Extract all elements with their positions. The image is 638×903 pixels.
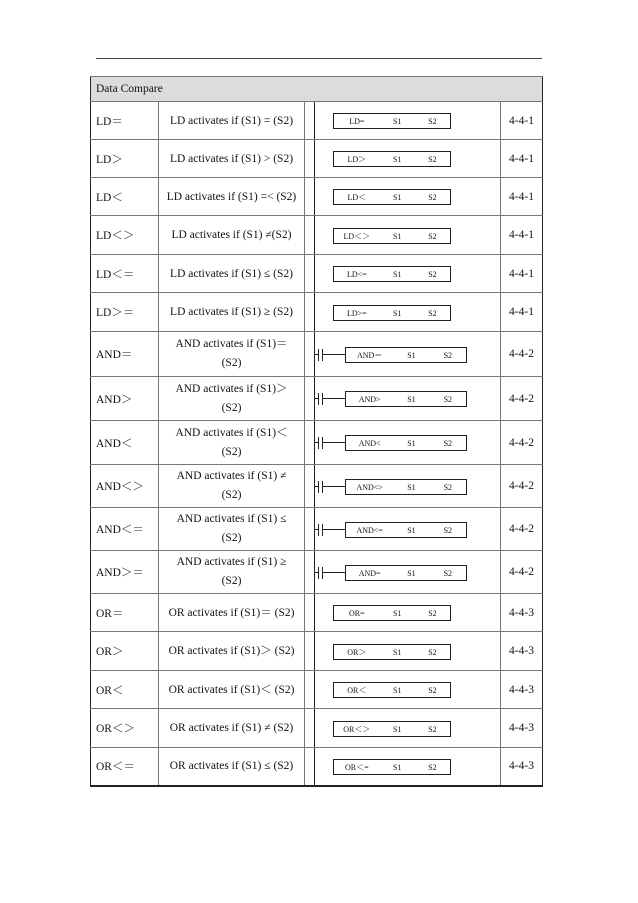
box-operand-s2: S2 [428, 762, 437, 772]
box-operand-s1: S1 [393, 608, 402, 618]
power-rail [314, 632, 315, 670]
description-cell: OR activates if (S1) ≤ (S2) [159, 748, 305, 786]
box-operand-s1: S1 [407, 394, 416, 404]
ladder-diagram-cell [305, 140, 501, 178]
box-operator-label: OR＜= [345, 762, 369, 772]
box-operand-s1: S1 [407, 568, 416, 578]
box-operator-label: AND> [358, 394, 381, 404]
power-rail [314, 216, 315, 254]
contact-icon [314, 393, 330, 405]
box-operand-s1: S1 [393, 647, 402, 657]
table-row [91, 332, 543, 377]
description-cell: OR activates if (S1) ≠ (S2) [159, 709, 305, 748]
instruction-cell: OR＜＞ [91, 709, 159, 748]
box-operator-label: AND<= [356, 525, 383, 535]
box-operand-s2: S2 [428, 647, 437, 657]
box-operand-s1: S1 [393, 308, 402, 318]
reference-cell: 4-4-2 [501, 551, 543, 594]
contact-icon [314, 349, 330, 361]
instruction-cell: LD＞ [91, 140, 159, 178]
description-cell: AND activates if (S1)＝ (S2) [159, 332, 305, 377]
power-rail [314, 102, 315, 139]
box-operand-s1: S1 [393, 192, 402, 202]
box-operator-label: AND< [358, 438, 381, 448]
box-operand-s1: S1 [393, 154, 402, 164]
contact-icon [314, 524, 330, 536]
box-operand-s1: S1 [393, 762, 402, 772]
power-rail [314, 594, 315, 631]
contact-icon [314, 437, 330, 449]
compare-instruction-box [333, 305, 451, 321]
instruction-cell: AND＜ [91, 421, 159, 465]
box-operand-s2: S2 [443, 350, 453, 360]
instruction-cell: AND＞ [91, 377, 159, 421]
compare-instruction-box [333, 113, 451, 129]
ladder-diagram-cell [305, 551, 501, 594]
instruction-cell: LD＜＞ [91, 216, 159, 255]
ladder-diagram-cell [305, 748, 501, 786]
compare-instruction-box [333, 189, 451, 205]
box-operand-s1: S1 [393, 724, 402, 734]
instruction-cell: OR＞ [91, 632, 159, 671]
reference-cell: 4-4-1 [501, 178, 543, 216]
table-row [91, 709, 543, 748]
instruction-cell: OR＜ [91, 671, 159, 709]
table-header-row [91, 77, 543, 102]
reference-cell: 4-4-3 [501, 594, 543, 632]
box-operand-s2: S2 [428, 192, 437, 202]
ladder-diagram-cell [305, 465, 501, 508]
box-operand-s1: S1 [407, 438, 416, 448]
instruction-cell: AND＝ [91, 332, 159, 377]
compare-instruction-box [345, 565, 467, 581]
table-row [91, 508, 543, 551]
compare-instruction-box [333, 644, 451, 660]
description-cell: OR activates if (S1)＝ (S2) [159, 594, 305, 632]
description-cell: OR activates if (S1)＞ (S2) [159, 632, 305, 671]
box-operand-s2: S2 [443, 568, 453, 578]
compare-instruction-box [345, 479, 467, 495]
box-operator-label: LD＞ [347, 154, 367, 164]
box-operand-s2: S2 [443, 525, 453, 535]
box-operand-s1: S1 [407, 525, 416, 535]
table-row [91, 102, 543, 140]
description-cell: LD activates if (S1) =< (S2) [159, 178, 305, 216]
box-operand-s1: S1 [393, 685, 402, 695]
table-row [91, 421, 543, 465]
data-compare-table [90, 76, 543, 787]
ladder-diagram-cell [305, 178, 501, 216]
reference-cell: 4-4-2 [501, 421, 543, 465]
box-operand-s2: S2 [443, 438, 453, 448]
box-operand-s1: S1 [393, 269, 402, 279]
description-cell: AND activates if (S1) ≠ (S2) [159, 465, 305, 508]
box-operator-label: LD>= [347, 308, 367, 318]
compare-instruction-box [333, 721, 451, 737]
box-operator-label: OR＜ [347, 685, 367, 695]
reference-cell: 4-4-2 [501, 465, 543, 508]
compare-instruction-box [333, 151, 451, 167]
compare-instruction-box [345, 435, 467, 451]
table-row [91, 632, 543, 671]
instruction-cell: AND＞＝ [91, 551, 159, 594]
box-operand-s2: S2 [428, 231, 437, 241]
power-rail [314, 748, 315, 785]
box-operand-s2: S2 [428, 116, 437, 126]
contact-icon [314, 481, 330, 493]
power-rail [314, 140, 315, 177]
description-cell: AND activates if (S1) ≤ (S2) [159, 508, 305, 551]
instruction-cell: LD＝ [91, 102, 159, 140]
table-row [91, 216, 543, 255]
reference-cell: 4-4-3 [501, 632, 543, 671]
table-row [91, 748, 543, 786]
box-operand-s2: S2 [428, 685, 437, 695]
compare-instruction-box [345, 522, 467, 538]
box-operand-s2: S2 [428, 269, 437, 279]
ladder-diagram-cell [305, 293, 501, 332]
description-cell: LD activates if (S1) ≤ (S2) [159, 255, 305, 293]
ladder-diagram-cell [305, 216, 501, 255]
box-operand-s2: S2 [428, 308, 437, 318]
table-row [91, 594, 543, 632]
box-operand-s1: S1 [393, 231, 402, 241]
reference-cell: 4-4-1 [501, 216, 543, 255]
reference-cell: 4-4-2 [501, 508, 543, 551]
table-row [91, 293, 543, 332]
ladder-diagram-cell [305, 671, 501, 709]
box-operator-label: OR＜＞ [343, 724, 371, 734]
box-operand-s2: S2 [428, 608, 437, 618]
ladder-diagram-cell [305, 421, 501, 465]
compare-instruction-box [333, 228, 451, 244]
box-operator-label: LD＜ [347, 192, 367, 202]
table-row [91, 178, 543, 216]
description-cell: AND activates if (S1)＞ (S2) [159, 377, 305, 421]
top-rule [96, 58, 542, 59]
power-rail [314, 671, 315, 708]
table-row [91, 671, 543, 709]
power-rail [314, 293, 315, 331]
power-rail [314, 709, 315, 747]
box-operand-s1: S1 [407, 350, 416, 360]
box-operand-s2: S2 [443, 482, 453, 492]
table-row [91, 140, 543, 178]
description-cell: OR activates if (S1)＜ (S2) [159, 671, 305, 709]
reference-cell: 4-4-2 [501, 377, 543, 421]
box-operator-label: LD= [349, 116, 365, 126]
reference-cell: 4-4-1 [501, 255, 543, 293]
box-operand-s2: S2 [428, 154, 437, 164]
instruction-cell: LD＜ [91, 178, 159, 216]
instruction-cell: LD＞＝ [91, 293, 159, 332]
compare-instruction-box [333, 759, 451, 775]
instruction-cell: AND＜＝ [91, 508, 159, 551]
compare-instruction-box [333, 605, 451, 621]
reference-cell: 4-4-1 [501, 102, 543, 140]
ladder-diagram-cell [305, 632, 501, 671]
instruction-cell: OR＜＝ [91, 748, 159, 786]
reference-cell: 4-4-2 [501, 332, 543, 377]
box-operator-label: LD<= [347, 269, 367, 279]
description-cell: AND activates if (S1)＜ (S2) [159, 421, 305, 465]
box-operator-label: AND<> [356, 482, 383, 492]
description-cell: LD activates if (S1) ≠(S2) [159, 216, 305, 255]
box-operand-s1: S1 [393, 116, 402, 126]
box-operand-s2: S2 [428, 724, 437, 734]
table-row [91, 377, 543, 421]
reference-cell: 4-4-1 [501, 140, 543, 178]
ladder-diagram-cell [305, 377, 501, 421]
ladder-diagram-cell [305, 255, 501, 293]
box-operand-s2: S2 [443, 394, 453, 404]
power-rail [314, 255, 315, 292]
compare-instruction-box [345, 391, 467, 407]
description-cell: AND activates if (S1) ≥ (S2) [159, 551, 305, 594]
table-header: Data Compare [91, 77, 543, 102]
box-operator-label: AND＝ [356, 350, 383, 360]
box-operand-s1: S1 [407, 482, 416, 492]
reference-cell: 4-4-3 [501, 671, 543, 709]
table-row [91, 551, 543, 594]
reference-cell: 4-4-1 [501, 293, 543, 332]
instruction-cell: LD＜＝ [91, 255, 159, 293]
instruction-cell: AND＜＞ [91, 465, 159, 508]
compare-instruction-box [333, 682, 451, 698]
instruction-cell: OR＝ [91, 594, 159, 632]
ladder-diagram-cell [305, 332, 501, 377]
contact-icon [314, 567, 330, 579]
box-operator-label: OR＞ [347, 647, 367, 657]
compare-instruction-box [345, 347, 467, 363]
description-cell: LD activates if (S1) = (S2) [159, 102, 305, 140]
ladder-diagram-cell [305, 594, 501, 632]
description-cell: LD activates if (S1) > (S2) [159, 140, 305, 178]
ladder-diagram-cell [305, 709, 501, 748]
table-row [91, 465, 543, 508]
compare-instruction-box [333, 266, 451, 282]
reference-cell: 4-4-3 [501, 709, 543, 748]
ladder-diagram-cell [305, 508, 501, 551]
description-cell: LD activates if (S1) ≥ (S2) [159, 293, 305, 332]
table-row [91, 255, 543, 293]
box-operator-label: OR= [349, 608, 365, 618]
power-rail [314, 178, 315, 215]
ladder-diagram-cell [305, 102, 501, 140]
reference-cell: 4-4-3 [501, 748, 543, 786]
box-operator-label: AND= [358, 568, 381, 578]
box-operator-label: LD＜＞ [343, 231, 371, 241]
